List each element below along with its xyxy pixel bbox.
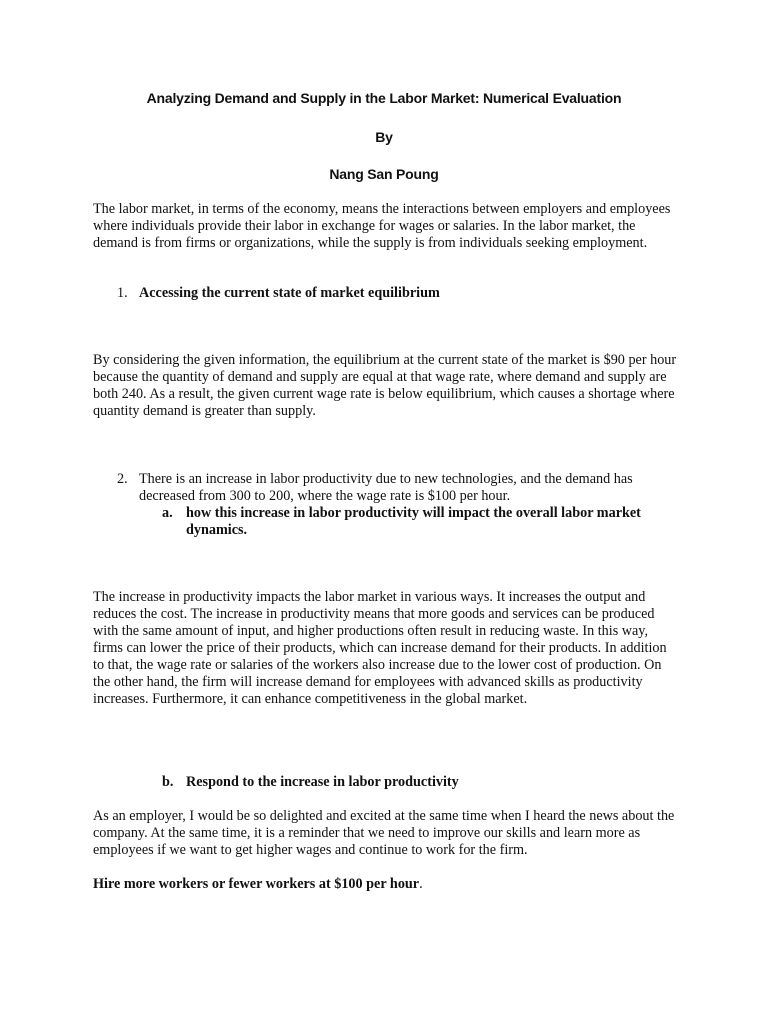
- equilibrium-paragraph: By considering the given information, the equilibrium at the current state of the market is $90 per hour because the quantity of demand and supply are equal at that wage rate, where demand and supply are both 240. As a result, the given current wage rate is below equilibrium, which causes a shortage where quantity demand is greater than supply.: [93, 352, 677, 419]
- productivity-paragraph: The increase in productivity impacts the labor market in various ways. It increases the output and reduces the cost. The increase in productivity means that more goods and services can be produced with the same amount of input, and higher productions often result in reducing waste. In this way, firms can lower the price of their products, which can increase demand for their products. In addition to that, the wage rate or salaries of the workers also increase due to the lower cost of production. On the other hand, the firm will increase demand for employees with advanced skills as productivity increases. Furthermore, it can enhance competitiveness in the global market.: [93, 589, 667, 707]
- list-marker-2: 2.: [117, 471, 128, 487]
- response-paragraph: As an employer, I would be so delighted and excited at the same time when I heard the news about the company. At the same time, it is a reminder that we need to improve our skills and learn more as employees if we want to get higher wages and continue to work for the firm.: [93, 808, 675, 858]
- heading-market-equilibrium: Accessing the current state of market equilibrium: [139, 285, 440, 301]
- by-label: By: [375, 129, 393, 145]
- list-marker-1: 1.: [117, 285, 128, 301]
- list-marker-2a: a.: [162, 505, 173, 521]
- hire-heading-line: [93, 876, 678, 893]
- document-title: Analyzing Demand and Supply in the Labor Market: Numerical Evaluation: [146, 90, 622, 106]
- intro-paragraph: The labor market, in terms of the economy, means the interactions between employers and employees where individuals provide their labor in exchange for wages or salaries. In the labor market, the demand is from firms or organizations, while the supply is from individuals seeking employment.: [93, 201, 671, 251]
- item-2-text: There is an increase in labor productivity due to new technologies, and the demand has decreased from 300 to 200, where the wage rate is $100 per hour.: [139, 471, 633, 504]
- author-name: Nang San Poung: [329, 166, 439, 182]
- hire-heading: Hire more workers or fewer workers at $100 per hour: [93, 876, 420, 892]
- hire-heading-period: .: [419, 876, 423, 892]
- heading-respond-productivity: Respond to the increase in labor productivity: [186, 774, 459, 790]
- heading-productivity-impact: how this increase in labor productivity will impact the overall labor market dynamics.: [186, 505, 641, 538]
- list-marker-2b: b.: [162, 774, 174, 790]
